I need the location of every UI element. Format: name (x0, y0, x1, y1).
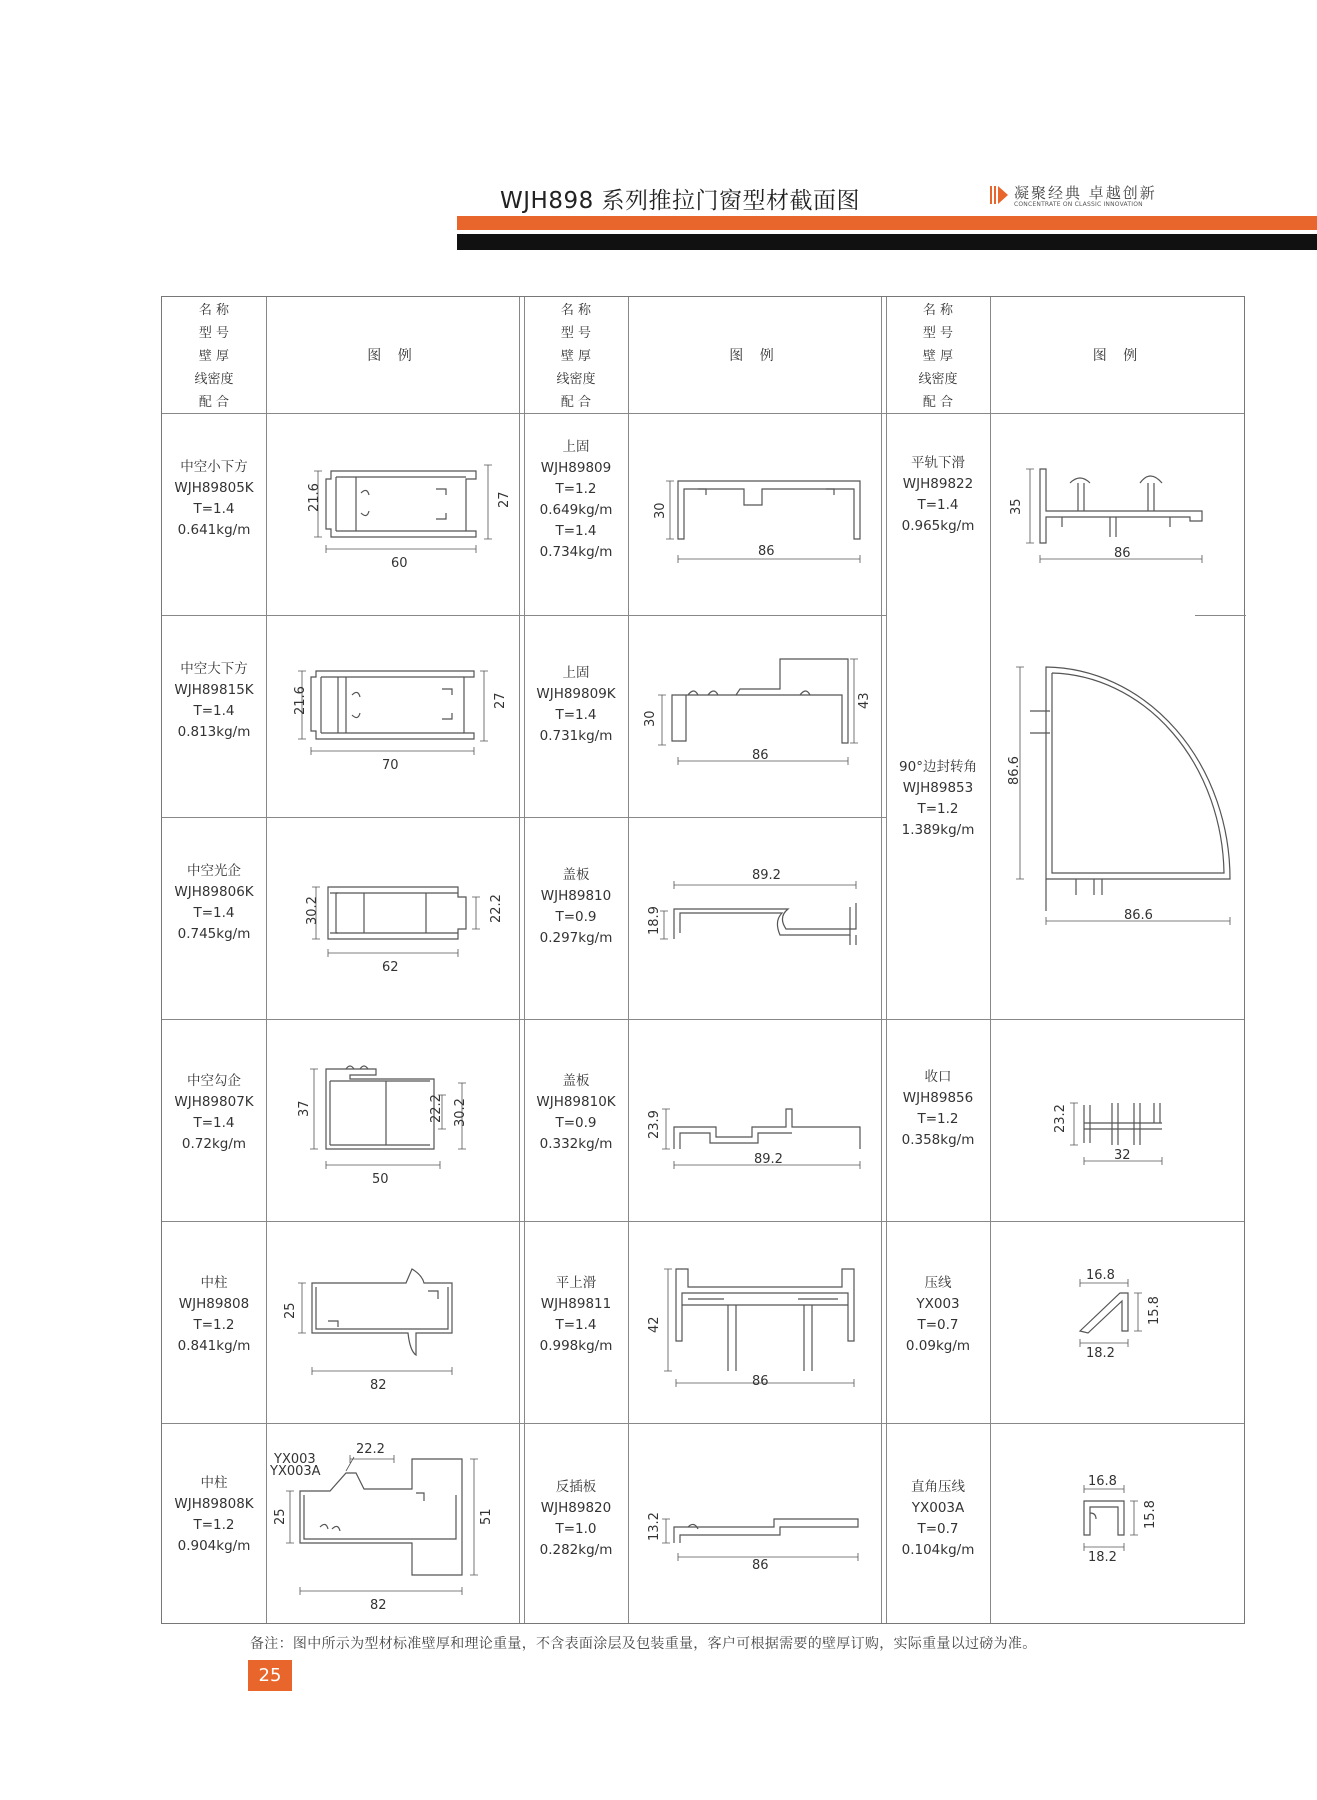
profile-info: 中空光企 WJH89806K T=1.4 0.745kg/m (174, 863, 254, 942)
profile-drawing-wjh89856 (990, 1019, 1246, 1221)
svg-text:86: 86 (752, 748, 769, 763)
svg-text:60: 60 (391, 556, 408, 571)
header-name-col3: 名 称 型 号 壁 厚 线密度 配 合 (918, 303, 958, 410)
profile-info: 中柱 WJH89808 T=1.2 0.841kg/m (177, 1275, 251, 1354)
svg-text:86.6: 86.6 (1124, 908, 1153, 923)
profile-drawing-wjh89805k (266, 413, 519, 615)
profile-info: 90°边封转角 WJH89853 T=1.2 1.389kg/m (899, 759, 977, 838)
svg-text:18.9: 18.9 (647, 906, 662, 935)
profile-info: 收口 WJH89856 T=1.2 0.358kg/m (901, 1069, 975, 1148)
profile-drawing-wjh89809k (628, 615, 881, 817)
svg-text:86: 86 (1114, 546, 1131, 561)
profile-drawing-wjh89820 (628, 1423, 881, 1625)
svg-text:18.2: 18.2 (1088, 1550, 1117, 1565)
header-figure-col3: 图 例 (1092, 348, 1144, 364)
svg-text:23.9: 23.9 (647, 1110, 662, 1139)
profile-info: 中空小下方 WJH89805K T=1.4 0.641kg/m (174, 459, 254, 538)
svg-text:30: 30 (653, 502, 668, 519)
svg-text:23.2: 23.2 (1053, 1104, 1068, 1133)
svg-text:62: 62 (382, 960, 399, 975)
svg-text:22.2: 22.2 (489, 894, 504, 923)
svg-text:15.8: 15.8 (1143, 1500, 1158, 1529)
brand-arrow-icon (990, 184, 1008, 206)
profile-drawing-wjh89810k (628, 1019, 881, 1221)
svg-text:89.2: 89.2 (754, 1152, 783, 1167)
profile-info: 盖板 WJH89810 T=0.9 0.297kg/m (539, 867, 613, 946)
svg-text:82: 82 (370, 1598, 387, 1613)
slogan-chinese: 凝聚经典 卓越创新 (1014, 184, 1157, 202)
profile-drawing-yx003 (990, 1221, 1246, 1423)
page-number: 25 (248, 1660, 292, 1691)
svg-text:70: 70 (382, 758, 399, 773)
profile-info: 平上滑 WJH89811 T=1.4 0.998kg/m (539, 1275, 613, 1354)
svg-text:50: 50 (372, 1172, 389, 1187)
profile-drawing-wjh89853 (990, 615, 1246, 1019)
svg-text:30: 30 (643, 710, 658, 727)
profile-info: 平轨下滑 WJH89822 T=1.4 0.965kg/m (901, 455, 975, 534)
profile-info: 上固 WJH89809K T=1.4 0.731kg/m (536, 665, 616, 744)
profile-drawing-wjh89809 (628, 413, 881, 615)
svg-text:32: 32 (1114, 1148, 1131, 1163)
svg-text:22.2: 22.2 (356, 1442, 385, 1457)
profile-info: 直角压线 YX003A T=0.7 0.104kg/m (901, 1479, 975, 1558)
svg-text:22.2: 22.2 (429, 1094, 444, 1123)
svg-text:89.2: 89.2 (752, 868, 781, 883)
header-figure-col2: 图 例 (729, 348, 780, 364)
svg-text:86: 86 (752, 1374, 769, 1389)
profile-drawing-wjh89807k (266, 1019, 519, 1221)
grid-vline (519, 297, 520, 1623)
svg-text:16.8: 16.8 (1086, 1268, 1115, 1283)
svg-text:21.6: 21.6 (307, 483, 322, 512)
profile-drawing-wjh89806k (266, 817, 519, 1019)
header-black-bar (457, 234, 1317, 250)
svg-text:42: 42 (647, 1316, 662, 1333)
profile-drawing-wjh89810 (628, 817, 881, 1019)
grid-vline (881, 297, 882, 1623)
profile-info: 中空勾企 WJH89807K T=1.4 0.72kg/m (174, 1073, 254, 1152)
svg-text:YX003: YX003 (274, 1452, 316, 1467)
slogan-english: CONCENTRATE ON CLASSIC INNOVATION (1014, 201, 1143, 208)
brand-slogan (990, 180, 1210, 212)
svg-text:25: 25 (283, 1302, 298, 1319)
profile-info: 压线 YX003 T=0.7 0.09kg/m (905, 1275, 971, 1354)
svg-text:35: 35 (1009, 498, 1024, 515)
svg-text:82: 82 (370, 1378, 387, 1393)
svg-text:27: 27 (497, 491, 512, 508)
svg-text:86: 86 (758, 544, 775, 559)
svg-text:21.6: 21.6 (293, 686, 308, 715)
profile-drawing-wjh89822 (990, 413, 1246, 615)
header-name-col2: 名 称 型 号 壁 厚 线密度 配 合 (556, 303, 596, 410)
profile-info: 上固 WJH89809 T=1.2 0.649kg/m T=1.4 0.734kg/m (539, 439, 613, 560)
profile-drawing-wjh89808k (266, 1423, 519, 1625)
svg-text:16.8: 16.8 (1088, 1474, 1117, 1489)
profile-info: 反插板 WJH89820 T=1.0 0.282kg/m (539, 1479, 613, 1558)
profile-drawing-wjh89815k (266, 615, 519, 817)
header-name-col1: 名 称 型 号 壁 厚 线密度 配 合 (194, 303, 234, 410)
svg-text:YX003A: YX003A (270, 1464, 321, 1479)
svg-text:37: 37 (297, 1100, 312, 1117)
header-figure-col1: 图 例 (367, 348, 418, 364)
svg-text:18.2: 18.2 (1086, 1346, 1115, 1361)
svg-text:13.2: 13.2 (647, 1512, 662, 1541)
profile-info: 盖板 WJH89810K T=0.9 0.332kg/m (536, 1073, 616, 1152)
profile-drawing-wjh89808 (266, 1221, 519, 1423)
header-orange-bar (457, 216, 1317, 230)
page-title: WJH898 系列推拉门窗型材截面图 (500, 188, 861, 214)
profile-info: 中空大下方 WJH89815K T=1.4 0.813kg/m (174, 661, 254, 740)
profile-info: 中柱 WJH89808K T=1.2 0.904kg/m (174, 1475, 254, 1554)
profile-drawing-yx003a (990, 1423, 1246, 1625)
svg-text:25: 25 (273, 1508, 288, 1525)
svg-text:15.8: 15.8 (1147, 1296, 1162, 1325)
svg-text:30.2: 30.2 (305, 896, 320, 925)
svg-text:30.2: 30.2 (453, 1098, 468, 1127)
svg-text:51: 51 (479, 1508, 494, 1525)
profile-table (161, 296, 1245, 1624)
svg-text:86.6: 86.6 (1007, 756, 1022, 785)
svg-text:86: 86 (752, 1558, 769, 1573)
footnote: 备注：图中所示为型材标准壁厚和理论重量，不含表面涂层及包装重量，客户可根据需要的壁厚订购，实际重量以过磅为准。 (250, 1636, 1037, 1652)
profile-drawing-wjh89811 (628, 1221, 881, 1423)
svg-text:43: 43 (857, 692, 872, 709)
svg-text:27: 27 (493, 692, 508, 709)
